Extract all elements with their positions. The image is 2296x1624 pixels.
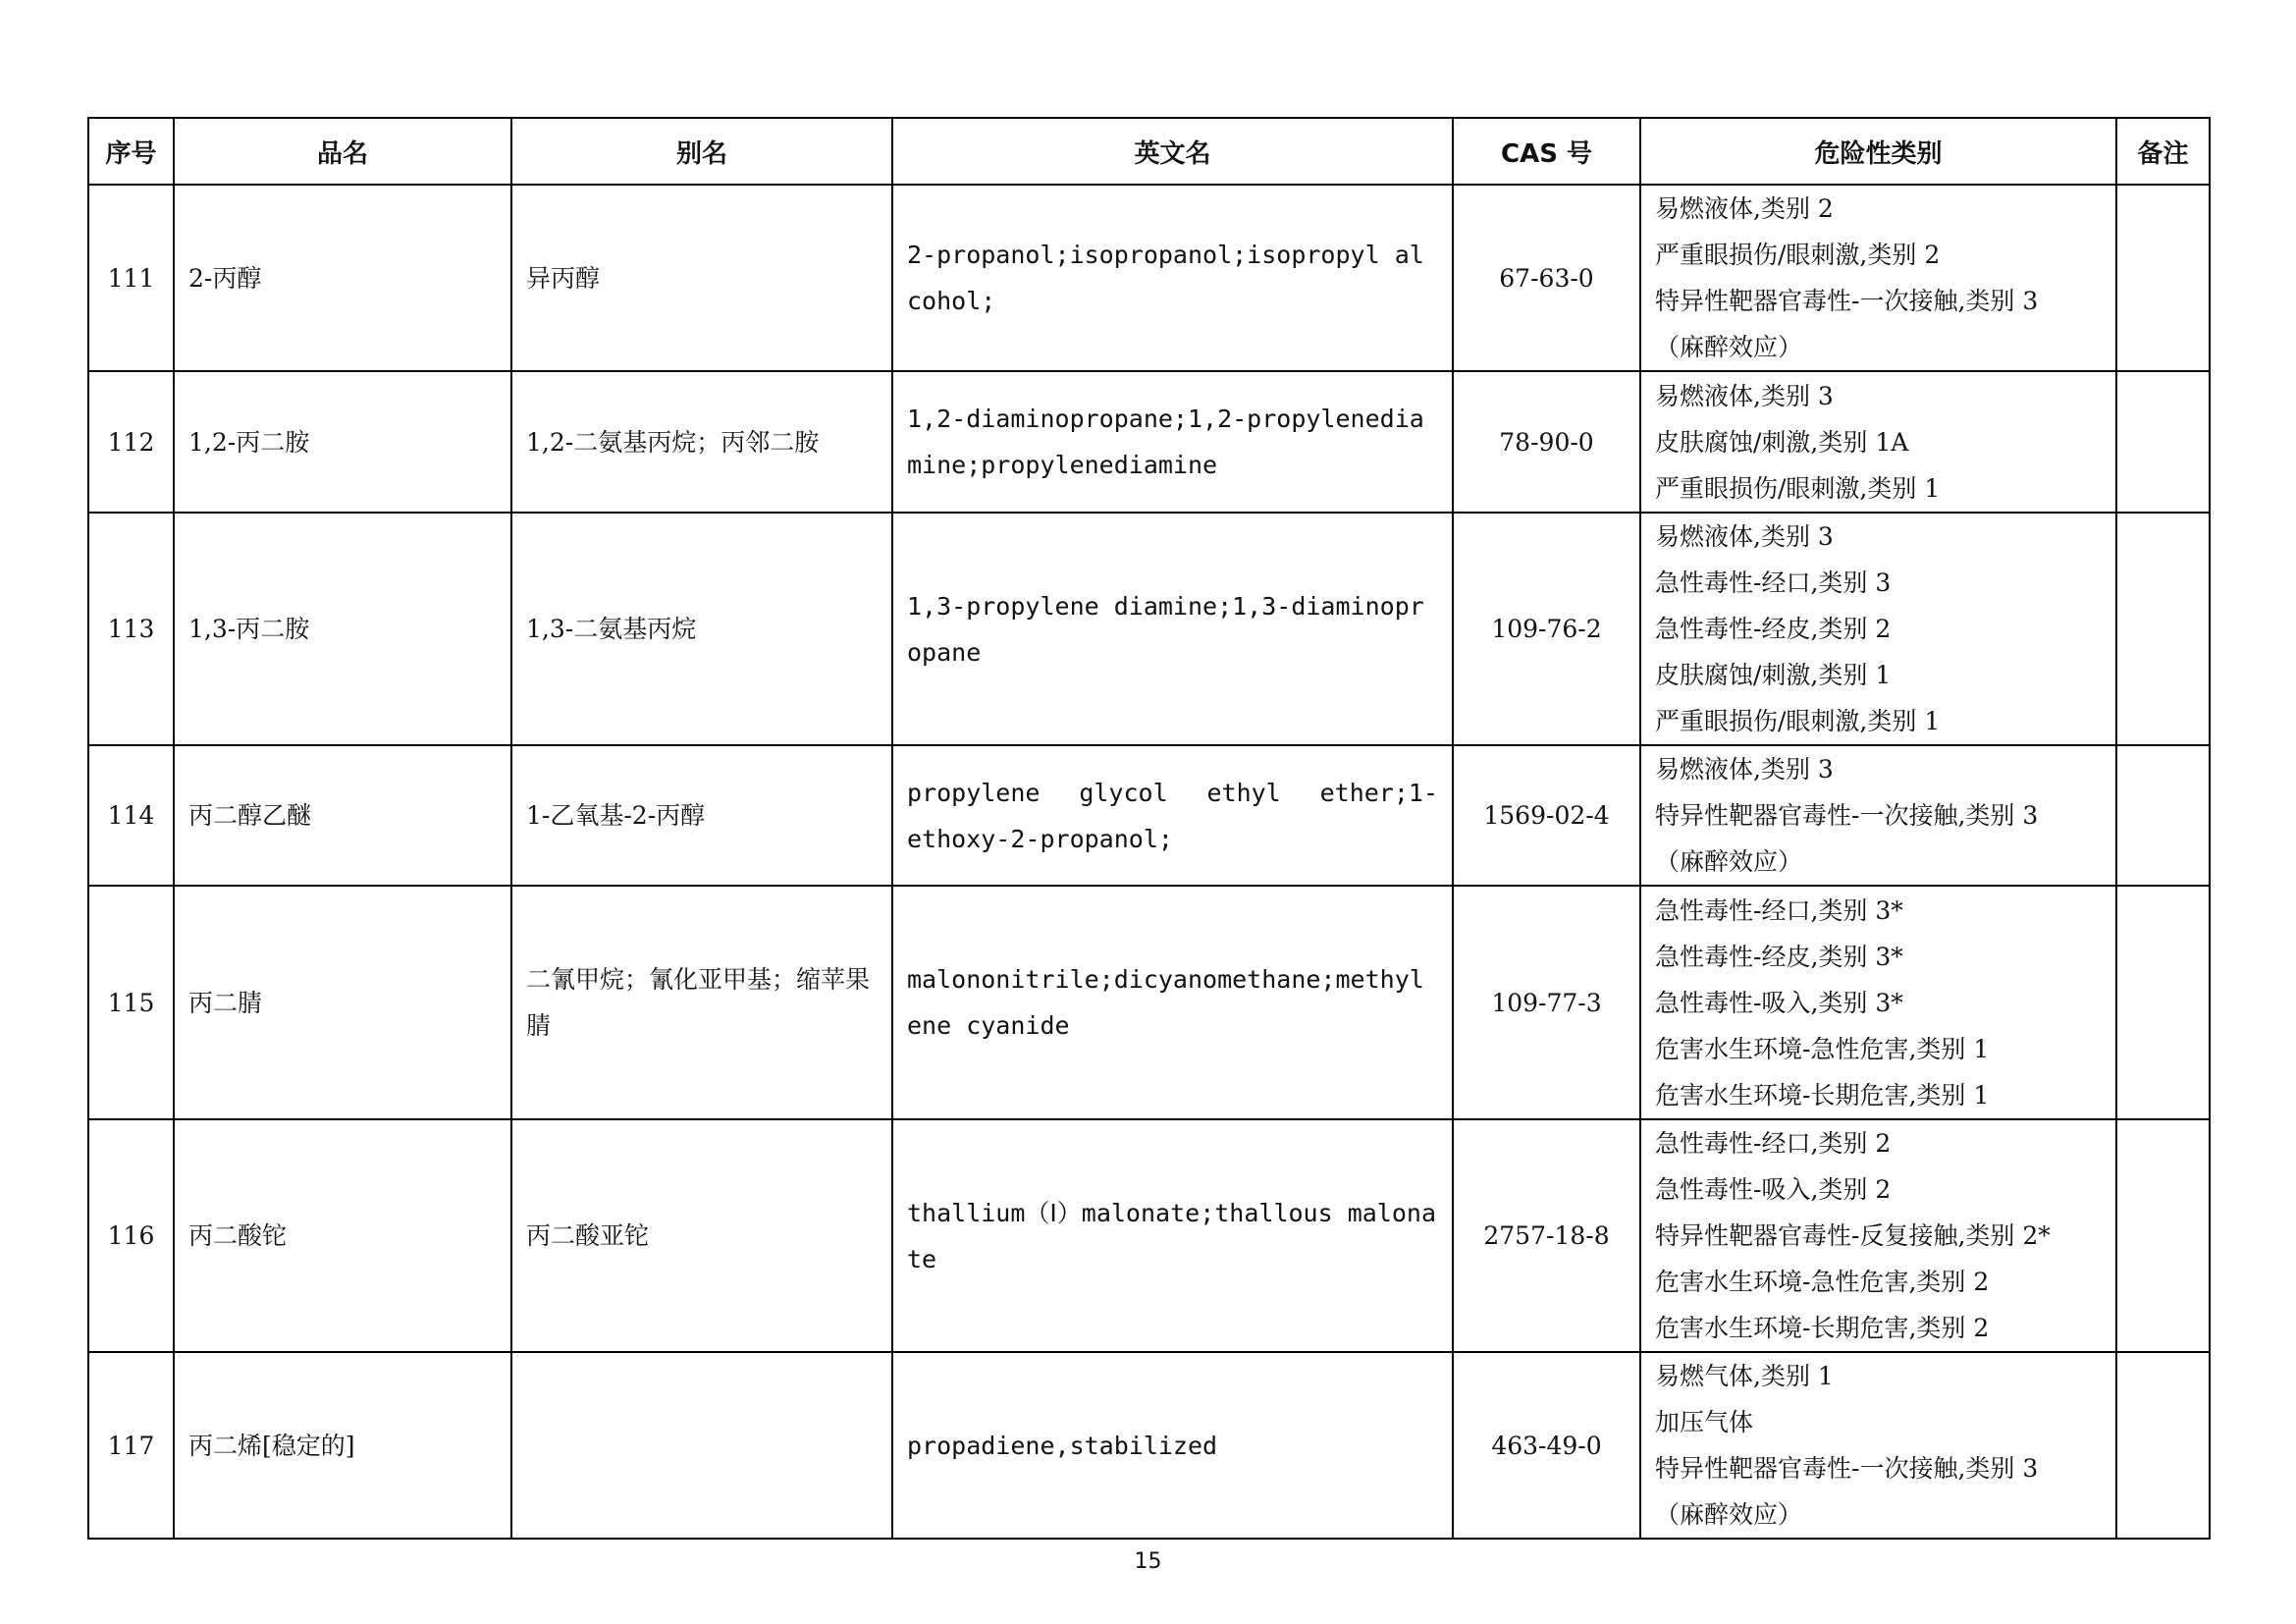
cell-hazard-category [1640,886,2116,1119]
hazard-line: 急性毒性-经口,类别 3 [1655,568,1892,597]
cell-remarks [2116,745,2210,886]
table-row [88,745,2210,886]
cell-alias: 二氰甲烷；氰化亚甲基；缩苹果腈 [511,886,892,1119]
hazard-line: （麻醉效应） [1655,1500,1803,1529]
cell-cas-number: 463-49-0 [1453,1352,1640,1539]
cell-cas-number: 67-63-0 [1453,185,1640,371]
cell-hazard-category [1640,513,2116,745]
cell-alias: 丙二酸亚铊 [511,1119,892,1352]
cell-remarks [2116,513,2210,745]
cell-product-name: 2-丙醇 [174,185,511,371]
hazard-line: 易燃液体,类别 3 [1655,381,1834,410]
header-product-name: 品名 [174,118,511,185]
header-serial-no: 序号 [88,118,174,185]
cell-product-name: 1,3-丙二胺 [174,513,511,745]
hazard-line: 皮肤腐蚀/刺激,类别 1 [1655,661,1892,689]
hazard-line: 易燃液体,类别 2 [1655,194,1834,223]
hazard-line: 易燃液体,类别 3 [1655,522,1834,551]
cell-english-name: 2-propanol;isopropanol;isopropyl alcohol; [892,185,1453,371]
hazard-line: 特异性靶器官毒性-一次接触,类别 3 [1655,801,2039,830]
table-body [88,185,2210,1539]
cell-serial-no: 111 [88,185,174,371]
cell-cas-number: 78-90-0 [1453,371,1640,513]
hazard-line: 皮肤腐蚀/刺激,类别 1A [1655,427,1909,457]
cell-remarks [2116,1352,2210,1539]
hazard-line: 急性毒性-吸入,类别 3* [1655,988,1903,1017]
cell-product-name: 丙二醇乙醚 [174,745,511,886]
header-hazard-category: 危险性类别 [1640,118,2116,185]
hazard-line: 危害水生环境-急性危害,类别 2 [1655,1268,1990,1296]
hazardous-chemicals-table [87,117,2211,1540]
hazard-line: 易燃液体,类别 3 [1655,755,1834,784]
hazard-line: 急性毒性-经皮,类别 3* [1655,942,1903,971]
table-row [88,513,2210,745]
table-row [88,371,2210,513]
cell-english-name: 1,2-diaminopropane;1,2-propylenediamine;propylenediamine [892,371,1453,513]
cell-cas-number: 1569-02-4 [1453,745,1640,886]
cell-hazard-category [1640,745,2116,886]
hazard-line: 特异性靶器官毒性-一次接触,类别 3 [1655,287,2039,315]
table-header [88,118,2210,185]
cell-english-name: malononitrile;dicyanomethane;methylene cyanide [892,886,1453,1119]
cell-alias: 1-乙氧基-2-丙醇 [511,745,892,886]
cell-hazard-category [1640,1119,2116,1352]
hazard-line: 加压气体 [1655,1408,1754,1436]
cell-serial-no: 113 [88,513,174,745]
cell-cas-number: 109-76-2 [1453,513,1640,745]
cell-serial-no: 114 [88,745,174,886]
cell-cas-number: 109-77-3 [1453,886,1640,1119]
hazard-line: 急性毒性-经皮,类别 2 [1655,615,1892,643]
table-row [88,185,2210,371]
cell-alias [511,1352,892,1539]
cell-alias: 1,3-二氨基丙烷 [511,513,892,745]
cell-serial-no: 116 [88,1119,174,1352]
hazard-line: 易燃气体,类别 1 [1655,1362,1834,1390]
hazard-line: 特异性靶器官毒性-一次接触,类别 3 [1655,1454,2039,1483]
cell-serial-no: 115 [88,886,174,1119]
cell-english-name: propadiene,stabilized [892,1352,1453,1539]
hazard-line: 严重眼损伤/眼刺激,类别 1 [1655,707,1941,735]
cell-english-name: propylene glycol ethyl ether;1-ethoxy-2-propanol; [892,745,1453,886]
hazard-line: （麻醉效应） [1655,847,1803,876]
page-number: 15 [1134,1549,1162,1574]
table-row [88,1352,2210,1539]
hazard-line: 严重眼损伤/眼刺激,类别 2 [1655,241,1941,269]
hazard-line: 特异性靶器官毒性-反复接触,类别 2* [1655,1221,2051,1250]
cell-cas-number: 2757-18-8 [1453,1119,1640,1352]
cell-product-name: 丙二腈 [174,886,511,1119]
hazard-line: 急性毒性-经口,类别 3* [1655,895,1903,925]
cell-alias: 1,2-二氨基丙烷；丙邻二胺 [511,371,892,513]
hazard-line: 危害水生环境-急性危害,类别 1 [1655,1034,1990,1063]
cell-remarks [2116,886,2210,1119]
cell-serial-no: 112 [88,371,174,513]
hazard-line: 危害水生环境-长期危害,类别 2 [1655,1314,1990,1342]
header-row [88,118,2210,185]
cell-remarks [2116,185,2210,371]
header-english-name: 英文名 [892,118,1453,185]
hazard-line: 危害水生环境-长期危害,类别 1 [1655,1080,1990,1110]
cell-product-name: 1,2-丙二胺 [174,371,511,513]
hazard-line: 急性毒性-吸入,类别 2 [1655,1175,1892,1204]
cell-hazard-category [1640,371,2116,513]
table-row [88,1119,2210,1352]
header-cas-number: CAS 号 [1453,118,1640,185]
cell-english-name: thallium（Ⅰ）malonate;thallous malonate [892,1119,1453,1352]
cell-hazard-category [1640,1352,2116,1539]
cell-serial-no: 117 [88,1352,174,1539]
cell-alias: 异丙醇 [511,185,892,371]
cell-remarks [2116,371,2210,513]
header-remarks: 备注 [2116,118,2210,185]
hazard-line: 严重眼损伤/眼刺激,类别 1 [1655,473,1941,503]
cell-english-name: 1,3-propylene diamine;1,3-diaminopropane [892,513,1453,745]
header-alias: 别名 [511,118,892,185]
cell-product-name: 丙二烯[稳定的] [174,1352,511,1539]
cell-remarks [2116,1119,2210,1352]
hazard-line: 急性毒性-经口,类别 2 [1655,1129,1892,1158]
table-row [88,886,2210,1119]
cell-product-name: 丙二酸铊 [174,1119,511,1352]
hazard-line: （麻醉效应） [1655,333,1803,361]
cell-hazard-category [1640,185,2116,371]
